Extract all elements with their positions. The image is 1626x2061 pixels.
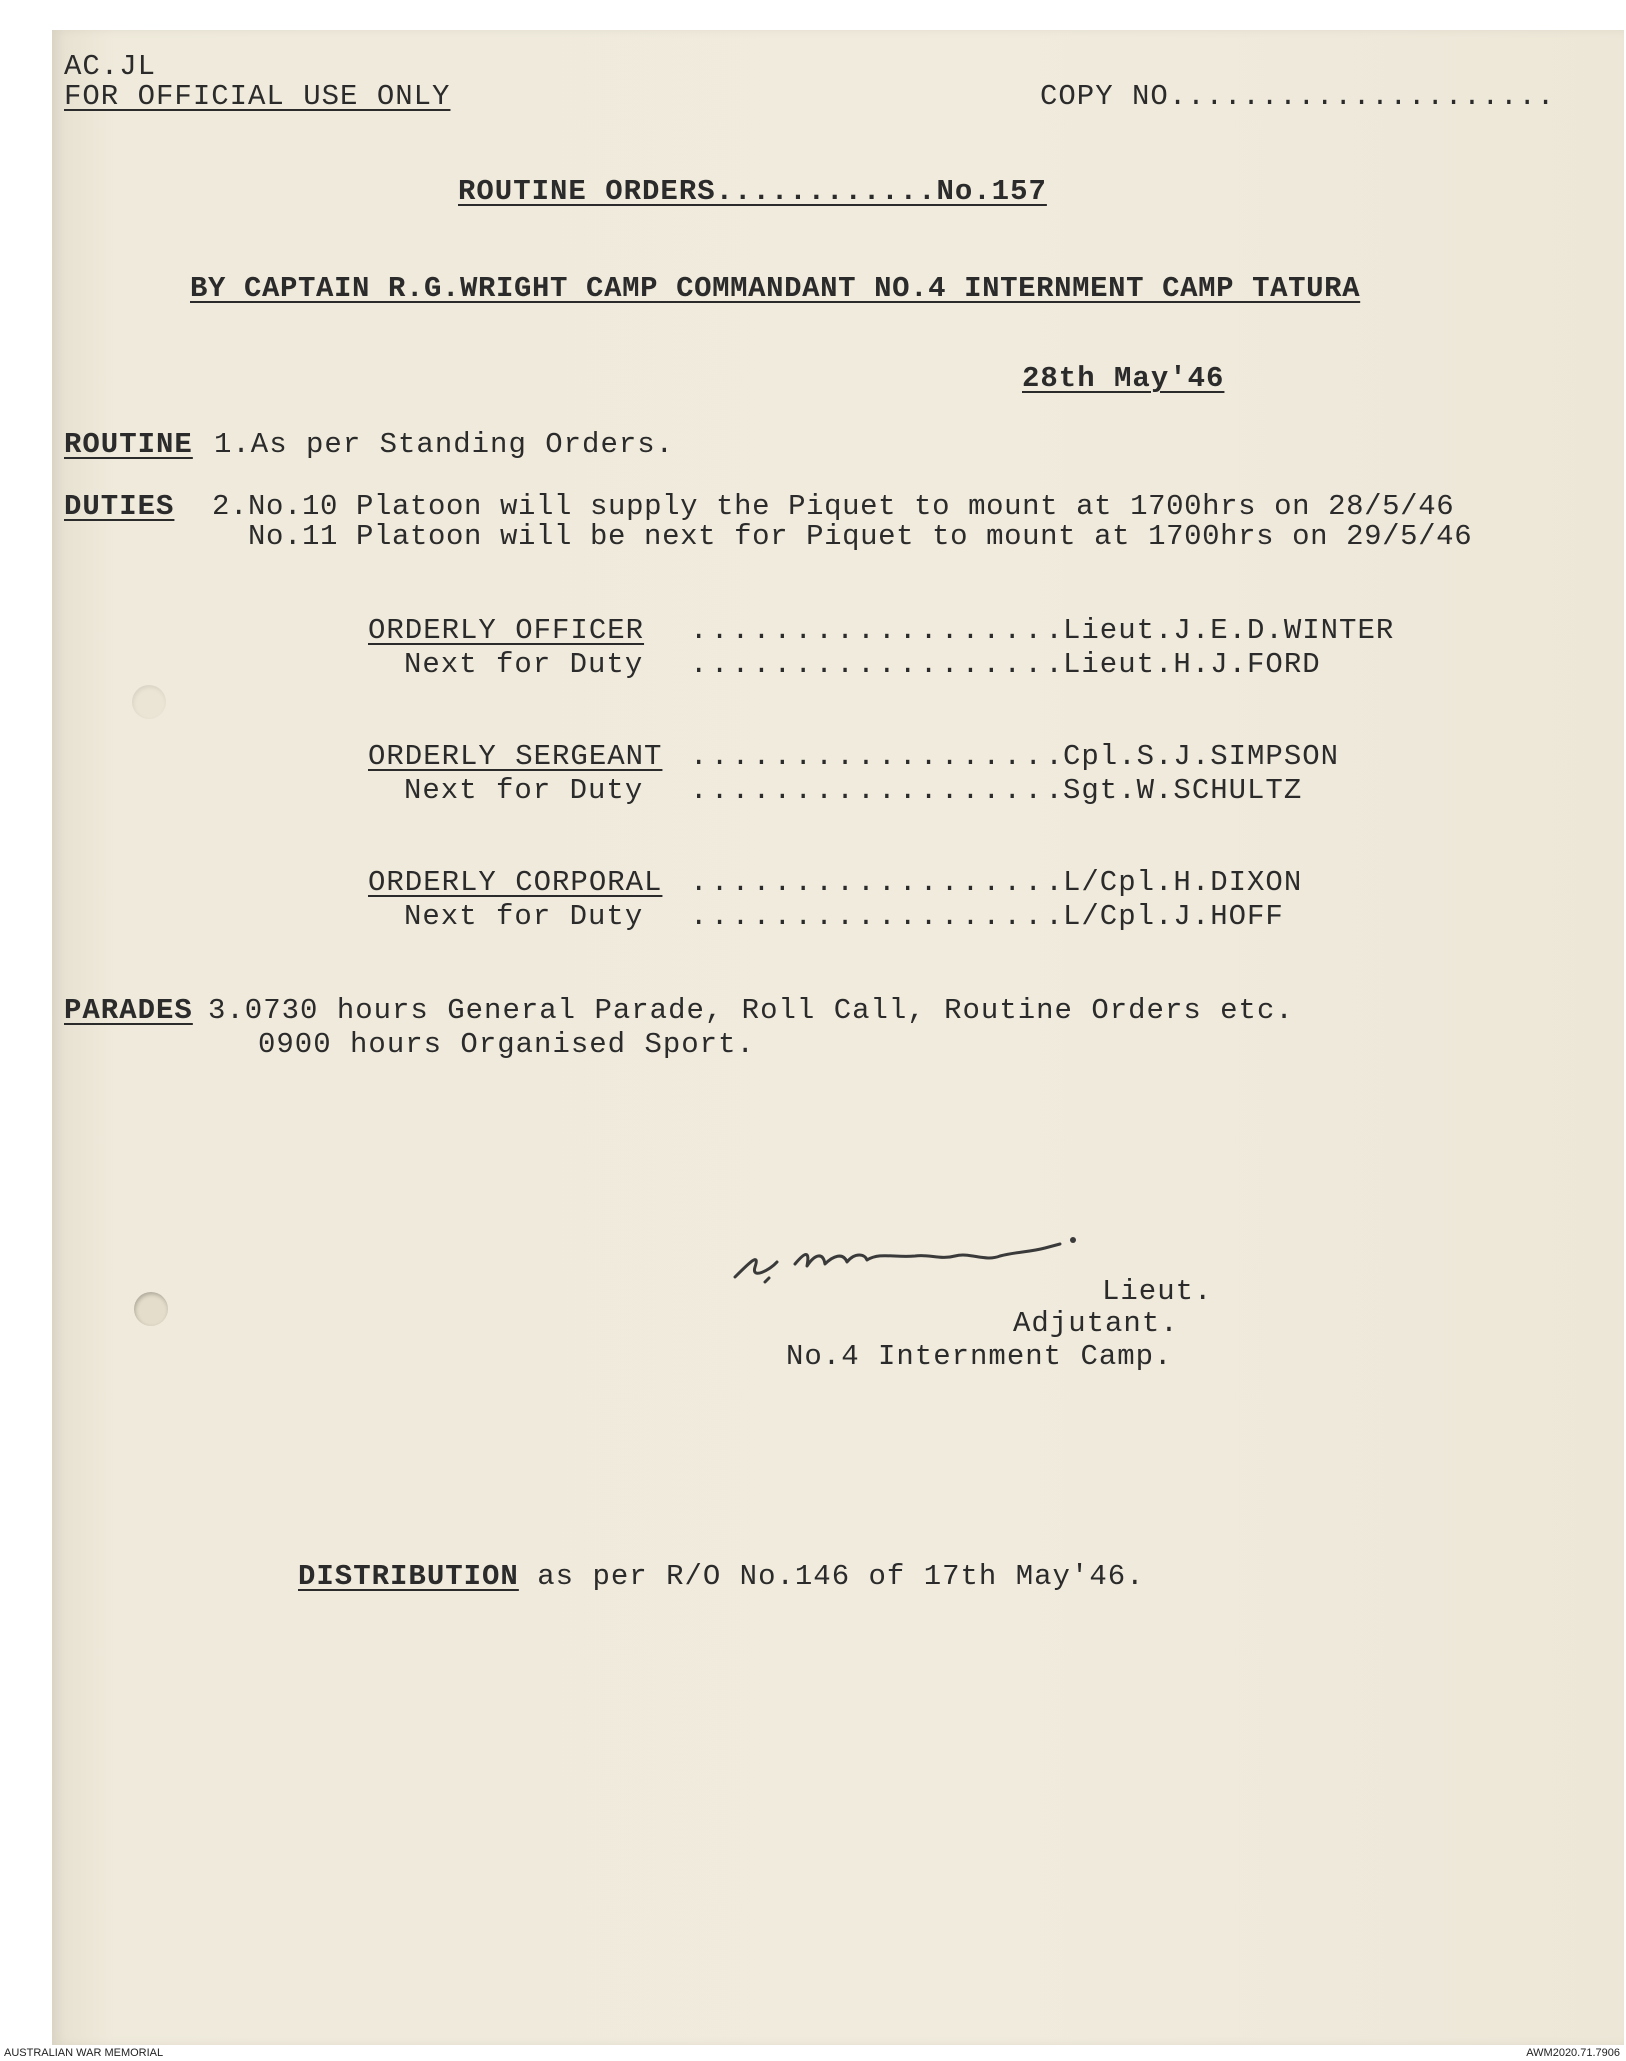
signatory-position: Adjutant. <box>1013 1307 1179 1340</box>
routine-orders-title: ROUTINE ORDERS............No.157 <box>458 175 1047 208</box>
orderly-corporal-next-label: Next for Duty <box>404 900 644 933</box>
copy-number: COPY NO..................... <box>1040 80 1556 113</box>
orderly-corporal-label: ORDERLY CORPORAL <box>368 866 663 899</box>
orderly-officer-dots: .................. <box>690 614 1067 647</box>
order-date: 28th May'46 <box>1022 362 1225 395</box>
parades-line-1: 3.0730 hours General Parade, Roll Call, Routine Orders etc. <box>208 994 1294 1027</box>
orderly-officer-next-dots: .................. <box>690 648 1067 681</box>
orderly-sergeant-name: Cpl.S.J.SIMPSON <box>1063 740 1340 773</box>
orderly-corporal-next-name: L/Cpl.J.HOFF <box>1063 900 1284 933</box>
routine-label: ROUTINE <box>64 428 193 461</box>
signatory-unit: No.4 Internment Camp. <box>786 1340 1173 1373</box>
orderly-corporal-name: L/Cpl.H.DIXON <box>1063 866 1303 899</box>
routine-text: 1.As per Standing Orders. <box>214 428 675 461</box>
distribution-line <box>298 1560 1145 1594</box>
duties-label: DUTIES <box>64 490 175 523</box>
distribution-label: DISTRIBUTION <box>298 1560 519 1593</box>
issuing-authority: BY CAPTAIN R.G.WRIGHT CAMP COMMANDANT NO.4 INTERNMENT CAMP TATURA <box>190 272 1361 305</box>
punch-hole <box>134 1292 168 1326</box>
orderly-sergeant-label: ORDERLY SERGEANT <box>368 740 663 773</box>
signatory-rank: Lieut. <box>1102 1275 1213 1308</box>
orderly-officer-next-name: Lieut.H.J.FORD <box>1063 648 1321 681</box>
orderly-sergeant-next-label: Next for Duty <box>404 774 644 807</box>
reference-code: AC.JL <box>64 50 157 83</box>
classification-label: FOR OFFICIAL USE ONLY <box>64 80 451 113</box>
orderly-sergeant-next-name: Sgt.W.SCHULTZ <box>1063 774 1303 807</box>
orderly-officer-label: ORDERLY OFFICER <box>368 614 645 647</box>
parades-line-2: 0900 hours Organised Sport. <box>258 1028 755 1061</box>
footer-catalogue-number: AWM2020.71.7906 <box>1526 2047 1620 2059</box>
footer-institution: AUSTRALIAN WAR MEMORIAL <box>4 2047 164 2059</box>
punch-hole <box>132 685 166 719</box>
orderly-corporal-next-dots: .................. <box>690 900 1067 933</box>
orderly-corporal-dots: .................. <box>690 866 1067 899</box>
distribution-text: as per R/O No.146 of 17th May'46. <box>518 1560 1145 1593</box>
orderly-officer-name: Lieut.J.E.D.WINTER <box>1063 614 1395 647</box>
orderly-sergeant-next-dots: .................. <box>690 774 1067 807</box>
parades-label: PARADES <box>64 994 193 1027</box>
orderly-officer-next-label: Next for Duty <box>404 648 644 681</box>
duties-line-1: 2.No.10 Platoon will supply the Piquet to mount at 1700hrs on 28/5/46 <box>212 490 1455 523</box>
orderly-sergeant-dots: .................. <box>690 740 1067 773</box>
duties-line-2: No.11 Platoon will be next for Piquet to mount at 1700hrs on 29/5/46 <box>248 520 1473 553</box>
